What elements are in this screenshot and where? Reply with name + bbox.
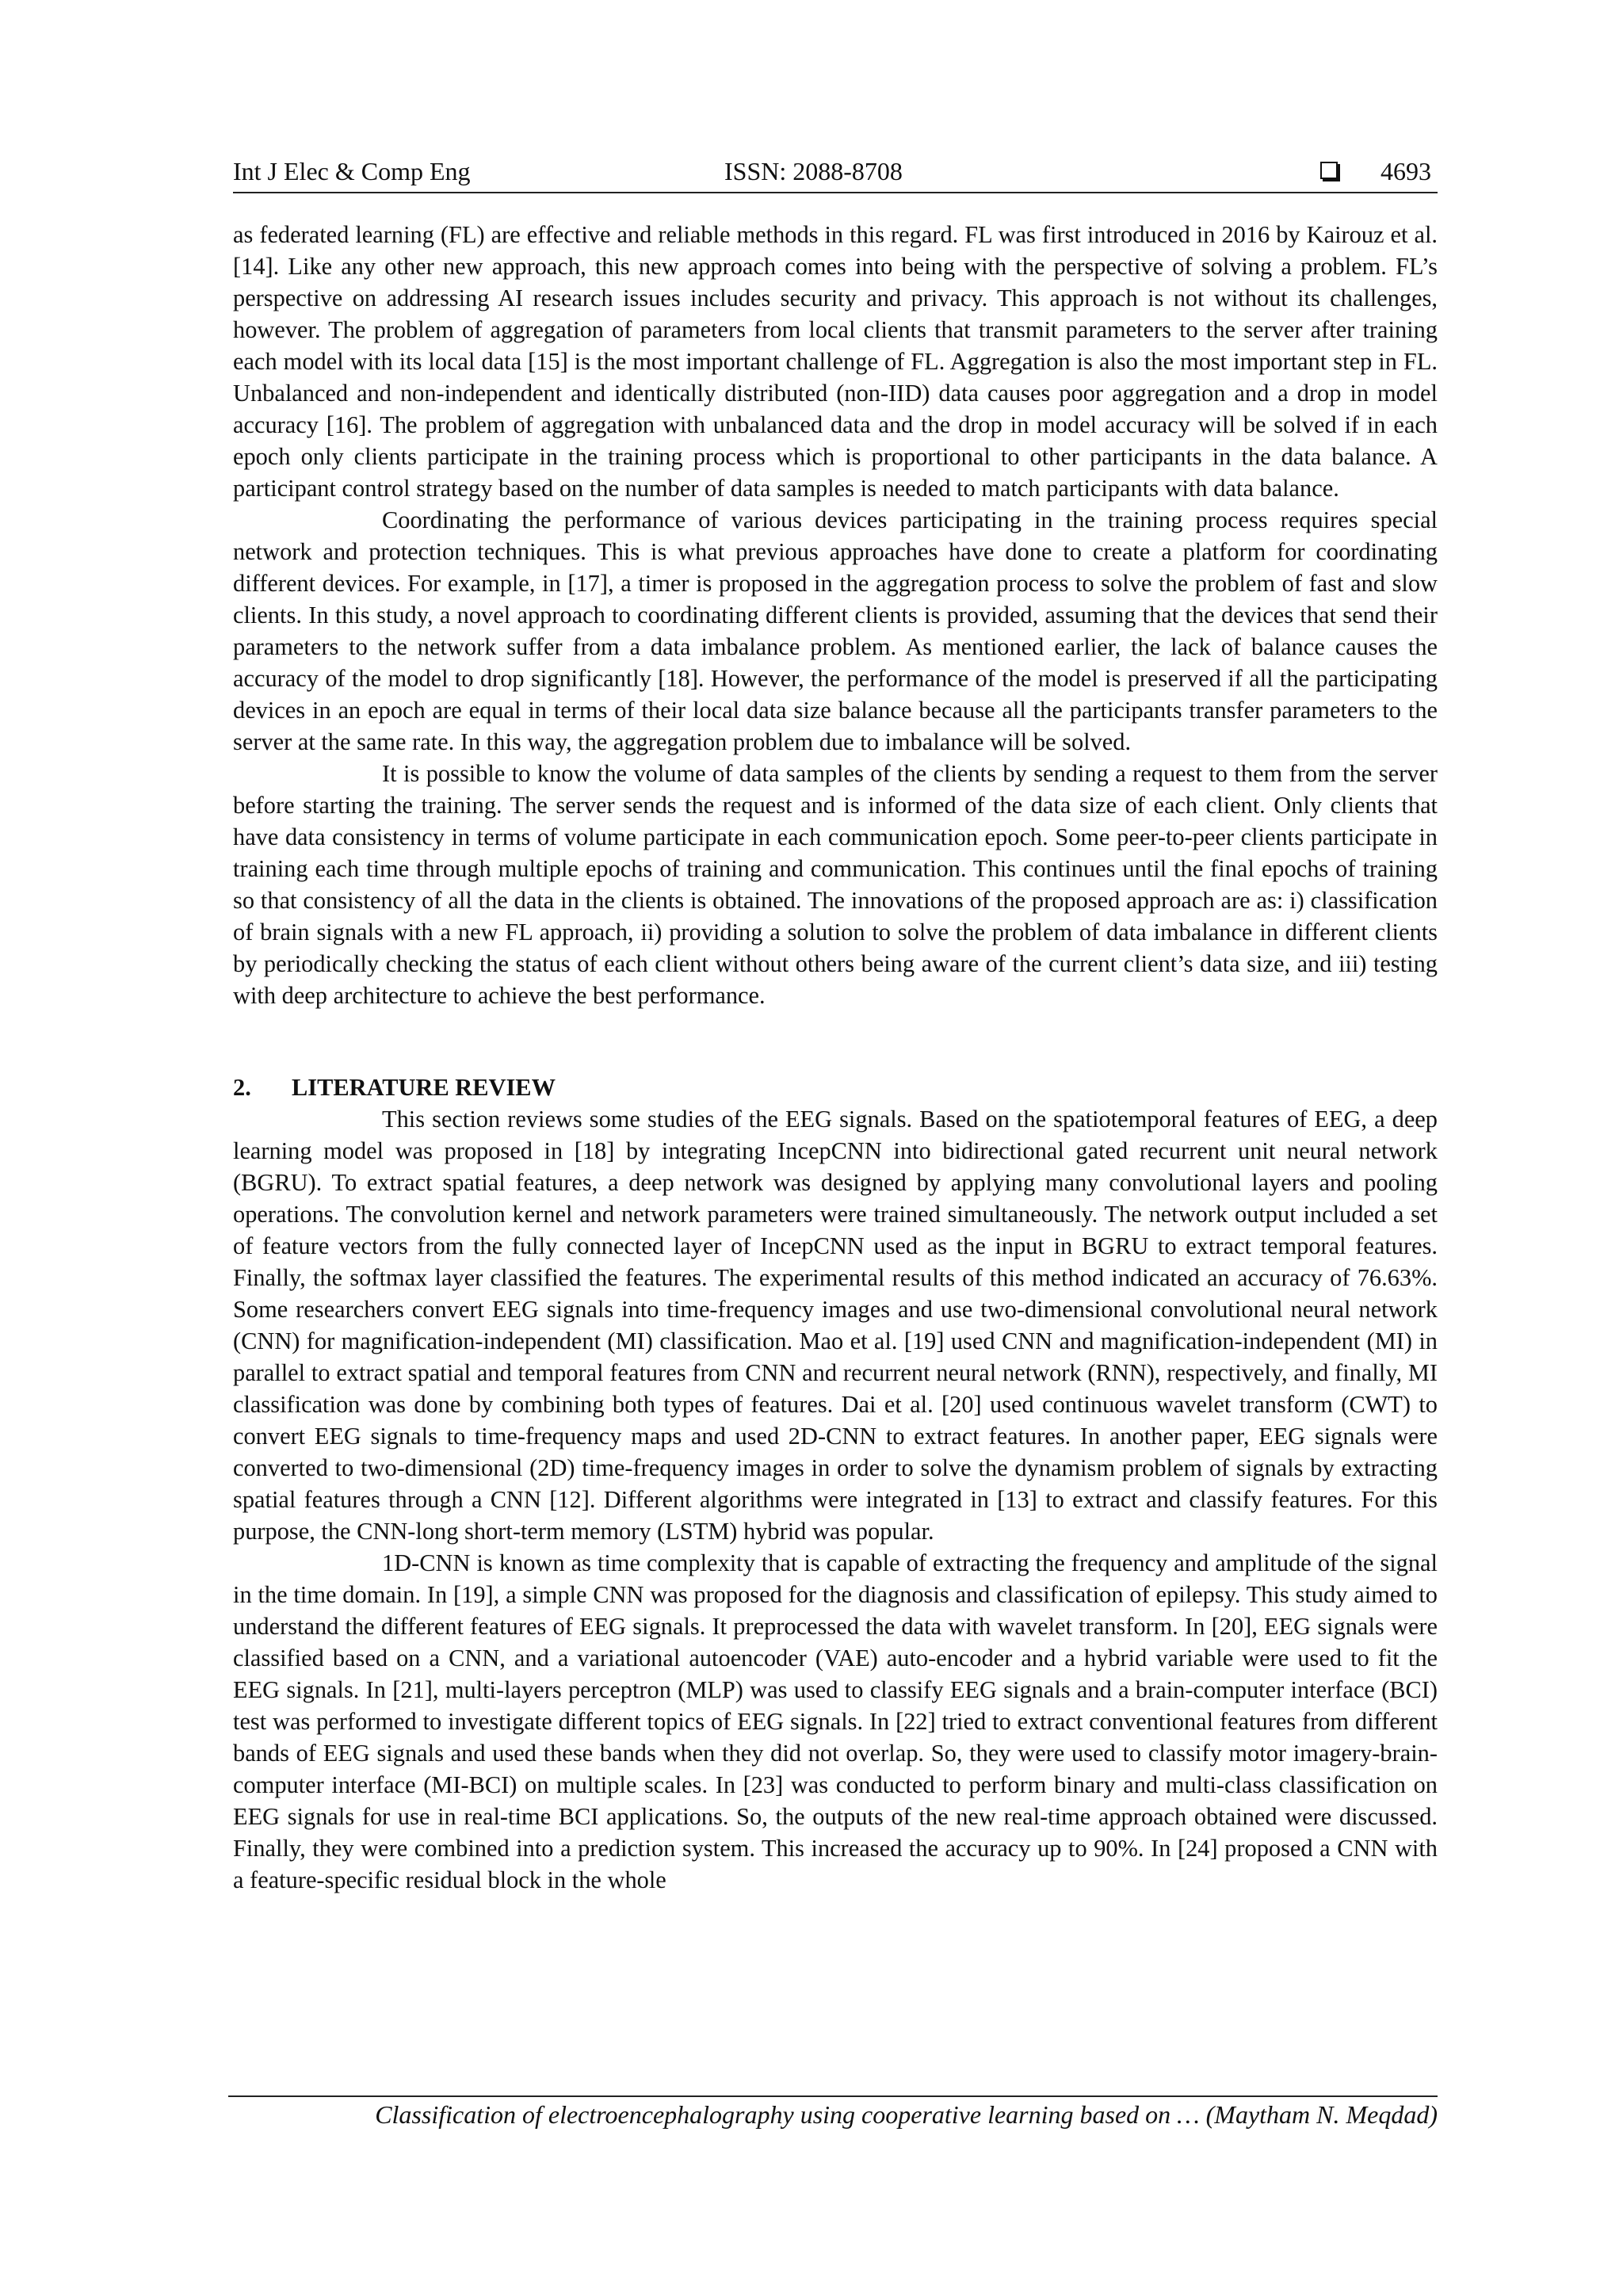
journal-name: Int J Elec & Comp Eng xyxy=(233,157,471,185)
intro-paragraph-2: Coordinating the performance of various devices participating in the training process requires special network and protection techniques. This is what previous approaches have done to create a platform for coordinating different devices. For example, in [17], a timer is proposed in the aggregation process to solve the problem of fast and slow clients. In this study, a novel approach to coordinating different clients is provided, assuming that the devices that send their parameters to the network suffer from a data imbalance problem. As mentioned earlier, the lack of balance causes the accuracy of the model to drop significantly [18]. However, the performance of the model is preserved if all the participating devices in an epoch are equal in terms of their local data size balance because all the participants transfer parameters to the server at the same rate. In this way, the aggregation problem due to imbalance will be solved. xyxy=(233,506,1438,755)
section-heading xyxy=(233,1072,1438,1103)
page-number: 4693 xyxy=(1381,157,1431,185)
page-footer xyxy=(228,2095,1438,2130)
section-paragraph-2: 1D-CNN is known as time complexity that is capable of extracting the frequency and amplitude of the signal in the time domain. In [19], a simple CNN was proposed for the diagnosis and classification of epilepsy. This study aimed to understand the different features of EEG signals. It preprocessed the data with wavelet transform. In [20], EEG signals were classified based on a CNN, and a variational autoencoder (VAE) auto-encoder and a hybrid variable were used to fit the EEG signals. In [21], multi-layers perceptron (MLP) was used to classify EEG signals and a brain-computer interface (BCI) test was performed to investigate different topics of EEG signals. In [22] tried to extract conventional features from different bands of EEG signals and used these bands when they did not overlap. So, they were used to classify motor imagery-brain-computer interface (MI-BCI) on multiple scales. In [23] was conducted to perform binary and multi-class classification on EEG signals for use in real-time BCI applications. So, the outputs of the new real-time approach obtained were discussed. Finally, they were combined into a prediction system. This increased the accuracy up to 90%. In [24] proposed a CNN with a feature-specific residual block in the whole xyxy=(233,1549,1438,1893)
section-spacer xyxy=(233,1011,1438,1072)
intro-paragraph-3: It is possible to know the volume of data samples of the clients by sending a request to them from the server before starting the training. The server sends the request and is informed of the data size of each client. Only clients that have data consistency in terms of volume participate in each communication epoch. Some peer-to-peer clients participate in training each time through multiple epochs of training and communication. This continues until the final epochs of training so that consistency of all the data in the clients is obtained. The innovations of the proposed approach are as: i) classification of brain signals with a new FL approach, ii) providing a solution to solve the problem of data imbalance in different clients by periodically checking the status of each client without others being aware of the current client’s data size, and iii) testing with deep architecture to achieve the best performance. xyxy=(233,760,1438,1009)
section-number: 2. xyxy=(233,1074,251,1101)
intro-paragraph-1: as federated learning (FL) are effective and reliable methods in this regard. FL was first introduced in 2016 by Kairouz et al. [14]. Like any other new approach, this new approach comes into being with the perspective of solving a problem. FL’s perspective on addressing AI research issues includes security and privacy. This approach is not without its challenges, however. The problem of aggregation of parameters from local clients that transmit parameters to the server after training each model with its local data [15] is the most important challenge of FL. Aggregation is also the most important step in FL. Unbalanced and non-independent and identically distributed (non-IID) data causes poor aggregation and a drop in model accuracy [16]. The problem of aggregation with unbalanced data and the drop in model accuracy will be solved if in each epoch only clients participate in the training process which is proportional to other participants in the data balance. A participant control strategy based on the number of data samples is needed to match participants with data balance. xyxy=(233,221,1438,502)
issn-label: ISSN: 2088-8708 xyxy=(724,157,903,185)
section-paragraph-1: This section reviews some studies of the EEG signals. Based on the spatiotemporal features of EEG, a deep learning model was proposed in [18] by integrating IncepCNN into bidirectional gated recurrent unit neural network (BGRU). To extract spatial features, a deep network was designed by applying many convolutional layers and pooling operations. The convolution kernel and network parameters were trained simultaneously. The network output included a set of feature vectors from the fully connected layer of IncepCNN used as the input in BGRU to extract temporal features. Finally, the softmax layer classified the features. The experimental results of this method indicated an accuracy of 76.63%. Some researchers convert EEG signals into time-frequency images and use two-dimensional convolutional neural network (CNN) for magnification-independent (MI) classification. Mao et al. [19] used CNN and magnification-independent (MI) in parallel to extract spatial and temporal features from CNN and recurrent neural network (RNN), respectively, and finally, MI classification was done by combining both types of features. Dai et al. [20] used continuous wavelet transform (CWT) to convert EEG signals to time-frequency maps and used 2D-CNN to extract features. In another paper, EEG signals were converted to two-dimensional (2D) time-frequency images in order to solve the dynamism problem of signals by extracting spatial features through a CNN [12]. Different algorithms were integrated in [13] to extract and classify features. For this purpose, the CNN-long short-term memory (LSTM) hybrid was popular. xyxy=(233,1106,1438,1545)
square-bullet-icon xyxy=(1320,162,1338,179)
page-header xyxy=(233,155,1438,193)
running-title: Classification of electroencephalography using cooperative learning based on … (Maytham N. Meqdad) xyxy=(375,2100,1438,2129)
section-title: LITERATURE REVIEW xyxy=(292,1074,556,1101)
page-body xyxy=(233,219,1438,1896)
